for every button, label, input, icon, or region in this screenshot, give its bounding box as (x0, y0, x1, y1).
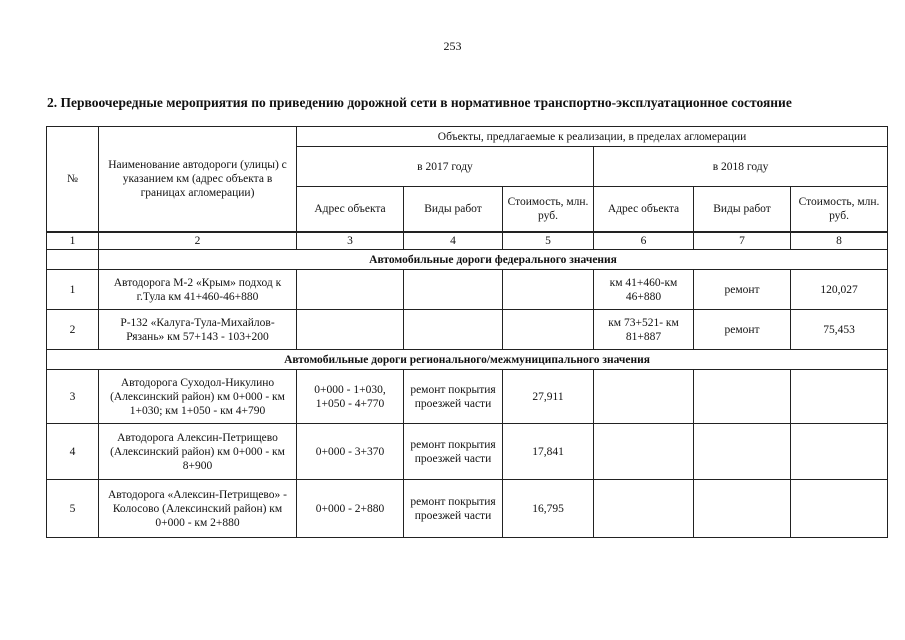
section-spacer (47, 250, 99, 270)
header-address-2017: Адрес объекта (297, 187, 404, 232)
col-number: 7 (694, 232, 791, 250)
table-row (47, 270, 888, 310)
row-num: 4 (47, 424, 99, 480)
row-address-2018 (594, 480, 694, 538)
row-address-2018: км 73+521- км 81+887 (594, 310, 694, 350)
row-num: 3 (47, 370, 99, 424)
row-address-2017 (297, 310, 404, 350)
section-federal: Автомобильные дороги федерального значения (99, 250, 888, 270)
row-works-2018: ремонт (694, 270, 791, 310)
row-works-2017 (404, 310, 503, 350)
row-address-2018 (594, 370, 694, 424)
column-numbers-row (47, 232, 888, 250)
table-row (47, 480, 888, 538)
header-cost-2018: Стоимость, млн. руб. (791, 187, 888, 232)
row-address-2017: 0+000 - 3+370 (297, 424, 404, 480)
header-year-2017: в 2017 году (297, 147, 594, 187)
row-works-2017: ремонт покрытия проезжей части (404, 370, 503, 424)
col-number: 3 (297, 232, 404, 250)
table-row (47, 310, 888, 350)
row-works-2018 (694, 424, 791, 480)
header-address-2018: Адрес объекта (594, 187, 694, 232)
col-number: 1 (47, 232, 99, 250)
header-cost-2017: Стоимость, млн. руб. (503, 187, 594, 232)
row-cost-2018 (791, 480, 888, 538)
row-cost-2018: 75,453 (791, 310, 888, 350)
header-year-2018: в 2018 году (594, 147, 888, 187)
row-cost-2017: 16,795 (503, 480, 594, 538)
table-row (47, 424, 888, 480)
section-heading: 2. Первоочередные мероприятия по приведению дорожной сети в нормативное транспортно-эксплуатационное состояние (47, 95, 792, 110)
row-num: 1 (47, 270, 99, 310)
row-address-2017: 0+000 - 1+030, 1+050 - 4+770 (297, 370, 404, 424)
row-road-name: Автодорога «Алексин-Петрищево» - Колосово (Алексинский район) км 0+000 - км 2+880 (99, 480, 297, 538)
row-road-name: Автодорога Алексин-Петрищево (Алексинский район) км 0+000 - км 8+900 (99, 424, 297, 480)
row-cost-2017: 27,911 (503, 370, 594, 424)
row-road-name: Автодорога Суходол-Никулино (Алексинский район) км 0+000 - км 1+030; км 1+050 - км 4+790 (99, 370, 297, 424)
row-works-2018: ремонт (694, 310, 791, 350)
col-number: 8 (791, 232, 888, 250)
header-works-2018: Виды работ (694, 187, 791, 232)
row-works-2018 (694, 370, 791, 424)
row-num: 5 (47, 480, 99, 538)
row-address-2018: км 41+460-км 46+880 (594, 270, 694, 310)
header-num: № (47, 127, 99, 232)
row-works-2017: ремонт покрытия проезжей части (404, 424, 503, 480)
row-cost-2017: 17,841 (503, 424, 594, 480)
table-row (47, 370, 888, 424)
roads-table (46, 126, 888, 538)
page-number: 253 (443, 39, 462, 53)
row-cost-2018 (791, 424, 888, 480)
row-cost-2017 (503, 270, 594, 310)
row-cost-2018 (791, 370, 888, 424)
col-number: 5 (503, 232, 594, 250)
col-number: 2 (99, 232, 297, 250)
row-address-2017 (297, 270, 404, 310)
header-works-2017: Виды работ (404, 187, 503, 232)
row-num: 2 (47, 310, 99, 350)
header-road-name: Наименование автодороги (улицы) с указанием км (адрес объекта в границах агломерации) (99, 127, 297, 232)
col-number: 6 (594, 232, 694, 250)
row-works-2018 (694, 480, 791, 538)
row-works-2017 (404, 270, 503, 310)
row-cost-2017 (503, 310, 594, 350)
header-objects: Объекты, предлагаемые к реализации, в пределах агломерации (297, 127, 888, 147)
row-address-2017: 0+000 - 2+880 (297, 480, 404, 538)
row-works-2017: ремонт покрытия проезжей части (404, 480, 503, 538)
row-road-name: Р-132 «Калуга-Тула-Михайлов-Рязань» км 57+143 - 103+200 (99, 310, 297, 350)
row-cost-2018: 120,027 (791, 270, 888, 310)
col-number: 4 (404, 232, 503, 250)
row-address-2018 (594, 424, 694, 480)
row-road-name: Автодорога М-2 «Крым» подход к г.Тула км 41+460-46+880 (99, 270, 297, 310)
section-regional: Автомобильные дороги регионального/межмуниципального значения (47, 350, 888, 370)
